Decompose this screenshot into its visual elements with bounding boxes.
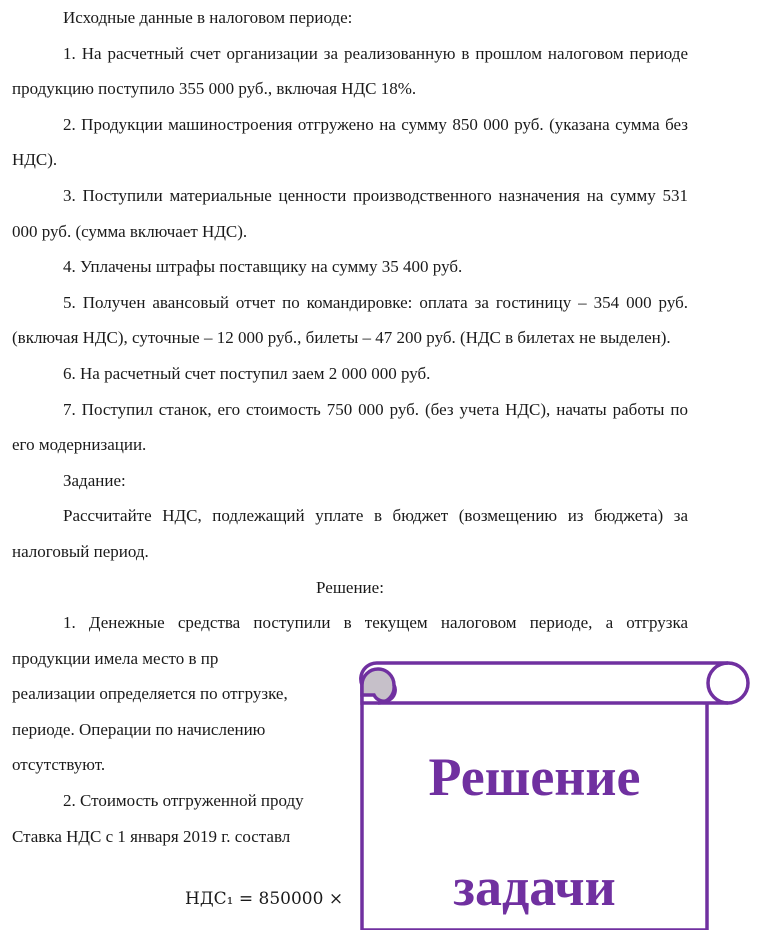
- scroll-title-line-1: Решение: [428, 747, 641, 807]
- intro-heading: Исходные данные в налоговом периоде:: [63, 8, 353, 27]
- solution-step-1: 1. Денежные средства поступили в текущем налоговом периоде, а отгрузка продукции имела место в пр: [12, 613, 688, 668]
- item-2: 2. Продукции машиностроения отгружено на сумму 850 000 руб. (указана сумма без НДС).: [12, 114, 688, 170]
- item-4: 4. Уплачены штрафы поставщику на сумму 35 400 руб.: [63, 257, 463, 277]
- item-3: 3. Поступили материальные ценности производственного назначения на сумму 531 000 руб. (сумма включает НДС).: [12, 185, 688, 241]
- solution-step-2: 2. Стоимость отгруженной проду: [63, 791, 304, 811]
- vat-formula: НДС₁ = 850000 ×: [185, 889, 344, 909]
- task-heading: Задание:: [63, 470, 126, 490]
- solution-step-1-line-3: реализации определяется по отгрузке,: [12, 684, 288, 704]
- task-text: Рассчитайте НДС, подлежащий уплате в бюджет (возмещению из бюджета) за налоговый период.: [12, 506, 688, 561]
- item-6: 6. На расчетный счет поступил заем 2 000 000 руб.: [63, 363, 431, 383]
- item-1: 1. На расчетный счет организации за реализованную в прошлом налоговом периоде продукцию поступило 355 000 руб., включая НДС 18%.: [12, 43, 688, 99]
- solution-scroll-banner: [350, 655, 760, 930]
- solution-step-1-line-5: отсутствуют.: [12, 755, 106, 775]
- solution-heading: Решение:: [316, 577, 384, 597]
- scroll-title-line-2: задачи: [453, 857, 616, 917]
- solution-step-1-line-4: периоде. Операции по начислению: [12, 719, 266, 739]
- item-7: 7. Поступил станок, его стоимость 750 000 руб. (без учета НДС), начаты работы по его модернизации.: [12, 399, 688, 455]
- item-5: 5. Получен авансовый отчет по командировке: оплата за гостиницу – 354 000 руб. (включая НДС), суточные – 12 000 руб., билеты – 47 200 руб. (НДС в билетах не выделен).: [12, 292, 688, 348]
- solution-step-2-line-2: Ставка НДС с 1 января 2019 г. составл: [12, 826, 291, 846]
